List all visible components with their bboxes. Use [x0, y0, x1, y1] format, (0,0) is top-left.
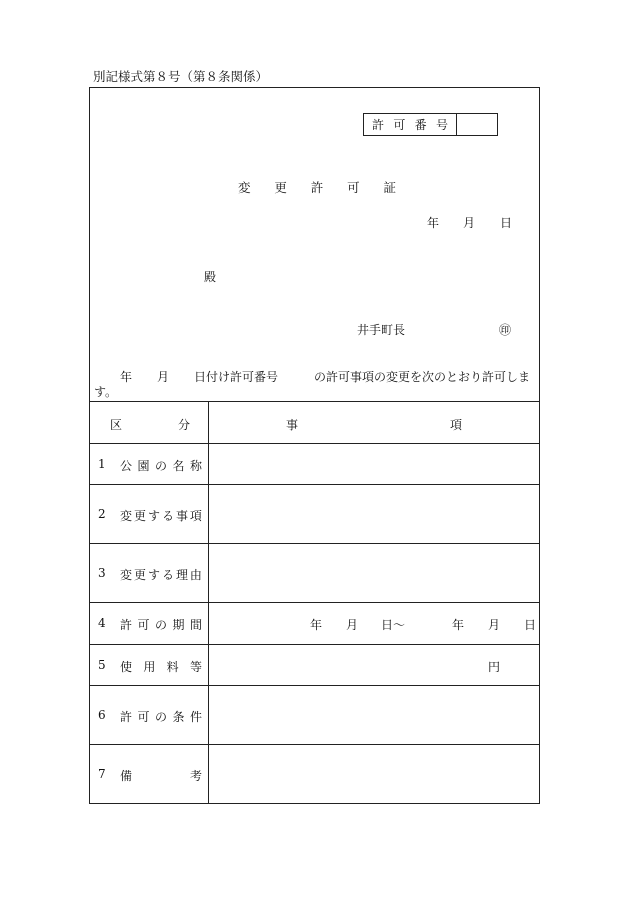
label-char: 更: [133, 509, 146, 523]
table-row-line: [89, 602, 540, 603]
document-title: [238, 178, 396, 196]
row-label-remarks: [120, 767, 202, 784]
statement-month: 月: [157, 370, 170, 384]
label-char: 称: [189, 459, 202, 473]
row-number: 4: [98, 616, 106, 630]
statement-line2: す。: [94, 385, 118, 399]
recipient-honorific: 殿: [204, 270, 217, 284]
row-number: 6: [98, 708, 106, 722]
table-row-line: [89, 744, 540, 745]
header-category: [110, 416, 190, 433]
row-label-fee: [120, 658, 202, 675]
title-char: 証: [383, 180, 396, 195]
table-top-line: [89, 401, 540, 402]
period-end-day: 日: [524, 618, 537, 632]
label-char: す: [147, 509, 160, 523]
label-char: 園: [137, 459, 150, 473]
issuer-name: 井手町長: [357, 323, 406, 337]
period-start-month: 月: [346, 618, 359, 632]
row-number: 2: [98, 507, 106, 521]
permit-number-char: 許: [372, 118, 385, 132]
permit-number-label: [364, 114, 456, 135]
label-char: の: [154, 710, 167, 724]
label-char: 項: [189, 509, 202, 523]
row-number: 7: [98, 767, 106, 781]
label-char: 変: [120, 568, 133, 582]
statement-line1-mid: 日付け許可番号: [194, 370, 279, 384]
table-row-line: [89, 484, 540, 485]
header-char: 項: [449, 418, 462, 432]
issue-date-day: 日: [500, 216, 513, 230]
label-char: る: [161, 509, 174, 523]
row-label-park-name: [120, 457, 202, 474]
statement-year: 年: [120, 370, 133, 384]
row-label-change-item: [120, 507, 202, 524]
issue-date-month: 月: [463, 216, 476, 230]
table-row-line: [89, 685, 540, 686]
issue-date-year: 年: [427, 216, 440, 230]
label-char: 名: [172, 459, 185, 473]
label-char: 可: [137, 710, 150, 724]
period-end-month: 月: [488, 618, 501, 632]
label-char: 料: [166, 660, 179, 674]
header-char: 区: [110, 418, 123, 432]
label-char: 公: [120, 459, 133, 473]
period-end-year: 年: [452, 618, 465, 632]
header-matters: [286, 416, 462, 433]
label-char: 由: [189, 568, 202, 582]
label-char: す: [147, 568, 160, 582]
seal-mark: ㊞: [499, 323, 512, 337]
label-char: 件: [189, 710, 202, 724]
statement-line1-end: の許可事項の変更を次のとおり許可しま: [314, 370, 531, 384]
label-char: 間: [189, 618, 202, 632]
table-column-divider: [208, 401, 209, 804]
row-number: 3: [98, 566, 106, 580]
label-char: 考: [189, 769, 202, 783]
row-label-permit-conditions: [120, 708, 202, 725]
label-char: の: [154, 459, 167, 473]
header-char: 事: [286, 418, 299, 432]
label-char: 可: [137, 618, 150, 632]
permit-number-char: 可: [393, 118, 406, 132]
row-number: 1: [98, 457, 106, 471]
title-char: 許: [310, 180, 324, 195]
label-char: 許: [120, 618, 133, 632]
table-row-line: [89, 644, 540, 645]
permit-number-box: [363, 113, 498, 136]
title-char: 変: [238, 180, 251, 195]
label-char: 条: [172, 710, 185, 724]
row-label-permit-period: [120, 616, 202, 633]
label-char: る: [161, 568, 174, 582]
label-char: 事: [175, 509, 188, 523]
period-start-year: 年: [310, 618, 323, 632]
table-row-line: [89, 543, 540, 544]
label-char: 理: [175, 568, 188, 582]
title-char: 可: [347, 180, 360, 195]
row-label-change-reason: [120, 566, 202, 583]
label-char: の: [154, 618, 167, 632]
label-char: 備: [120, 769, 133, 783]
table-row-line: [89, 443, 540, 444]
form-label: 別記様式第８号（第８条関係）: [93, 69, 269, 84]
label-char: 使: [120, 660, 133, 674]
header-char: 分: [177, 418, 190, 432]
title-char: 更: [274, 180, 287, 195]
period-start-day: 日～: [381, 618, 406, 632]
fee-unit: 円: [488, 660, 501, 674]
label-char: 用: [143, 660, 156, 674]
label-char: 許: [120, 710, 133, 724]
label-char: 期: [172, 618, 185, 632]
permit-number-char: 番: [414, 118, 427, 132]
row-number: 5: [98, 658, 106, 672]
label-char: 等: [189, 660, 202, 674]
permit-number-field[interactable]: [456, 114, 498, 135]
label-char: 更: [133, 568, 146, 582]
permit-number-char: 号: [435, 118, 448, 132]
label-char: 変: [120, 509, 133, 523]
